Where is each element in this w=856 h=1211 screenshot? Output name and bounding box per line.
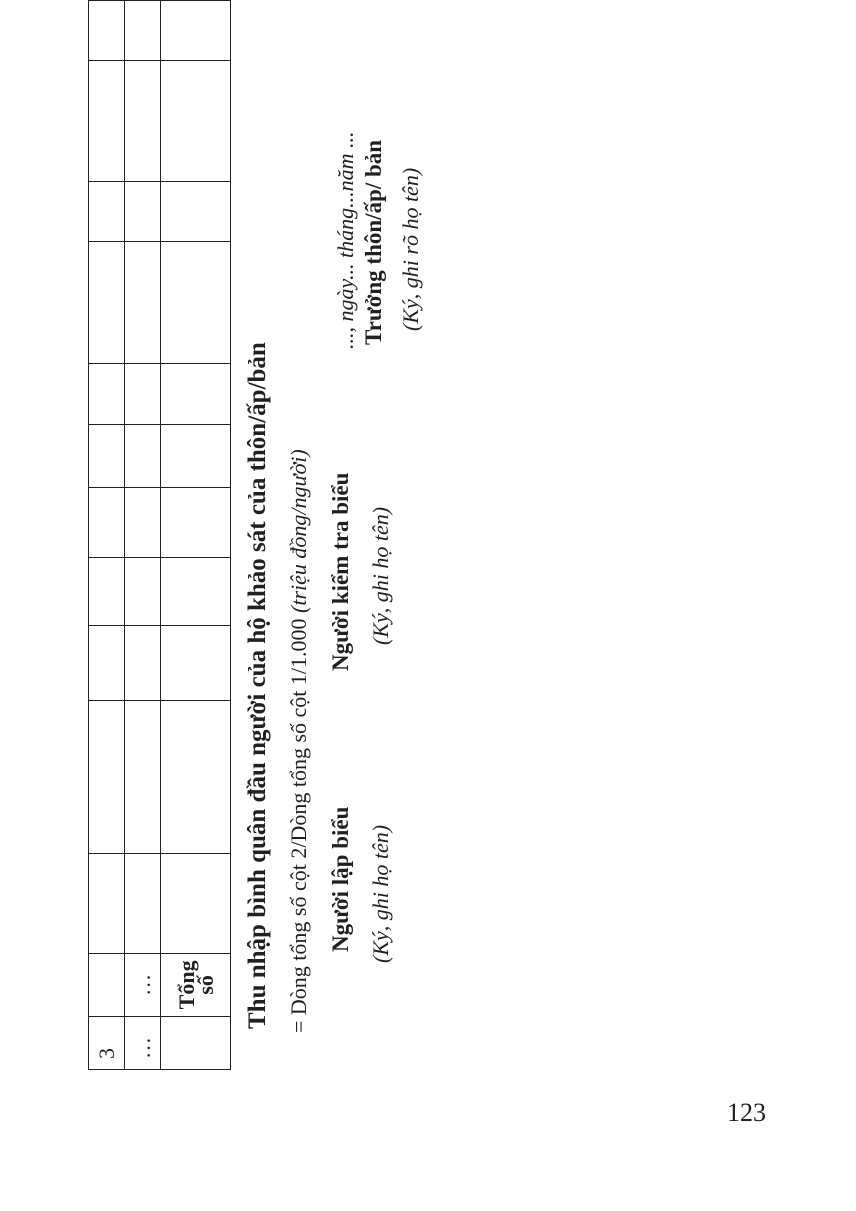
table-cell <box>161 1 231 61</box>
summary-formula <box>286 449 312 1033</box>
table-cell <box>89 182 125 242</box>
table-cell <box>125 242 161 364</box>
table-cell <box>89 61 125 182</box>
table-cell <box>89 364 125 425</box>
table-cell <box>125 61 161 182</box>
table-cell <box>161 487 231 558</box>
date-line: ..., ngày... tháng...năm ... <box>333 131 358 349</box>
table-cell <box>125 558 161 626</box>
table-cell <box>89 953 125 1016</box>
table-cell <box>161 558 231 626</box>
head-note: (Ký, ghi rõ họ tên) <box>398 167 423 331</box>
head-title: Trưởng thôn/ấp/ bản <box>361 139 386 345</box>
table-row-total <box>161 1 231 1070</box>
table-row <box>89 1 125 1070</box>
row-number-cell <box>161 1017 231 1070</box>
total-label-cell: Tổng số <box>161 953 231 1016</box>
table-cell <box>89 626 125 701</box>
table-cell <box>125 487 161 558</box>
table-cell <box>125 182 161 242</box>
row-number-cell: 3 <box>89 1017 125 1070</box>
formula-text: Dòng tổng số cột 2/Dòng tổng số cột 1/1.000 <box>286 618 311 1016</box>
row-number-cell: … <box>125 1017 161 1070</box>
table-cell <box>125 626 161 701</box>
table-cell <box>89 425 125 488</box>
formula-unit: (triệu đồng/người) <box>286 449 311 613</box>
table-cell <box>89 242 125 364</box>
table-cell <box>161 425 231 488</box>
table-cell <box>161 626 231 701</box>
table-cell <box>125 425 161 488</box>
table-cell <box>89 701 125 853</box>
table-cell <box>89 487 125 558</box>
summary-heading: Thu nhập bình quân đầu người của hộ khảo sát của thôn/ấp/bản <box>244 342 271 1029</box>
table-cell <box>89 1 125 61</box>
data-table <box>88 0 231 1070</box>
table-cell <box>161 853 231 953</box>
page-number: 123 <box>727 1098 766 1127</box>
table-cell <box>161 242 231 364</box>
checker-note: (Ký, ghi họ tên) <box>368 506 393 645</box>
table-row <box>125 1 161 1070</box>
preparer-title: Người lập biểu <box>328 806 353 952</box>
table-cell <box>125 1 161 61</box>
table-cell <box>89 853 125 953</box>
table-cell <box>161 182 231 242</box>
table-cell: … <box>125 953 161 1016</box>
table-cell <box>161 364 231 425</box>
preparer-note: (Ký, ghi họ tên) <box>368 824 393 963</box>
table-cell <box>161 61 231 182</box>
formula-equals: = <box>286 1020 311 1033</box>
table-cell <box>125 853 161 953</box>
table-cell <box>161 701 231 853</box>
table-cell <box>125 701 161 853</box>
table-cell <box>125 364 161 425</box>
checker-title: Người kiểm tra biểu <box>328 472 353 671</box>
table-cell <box>89 558 125 626</box>
